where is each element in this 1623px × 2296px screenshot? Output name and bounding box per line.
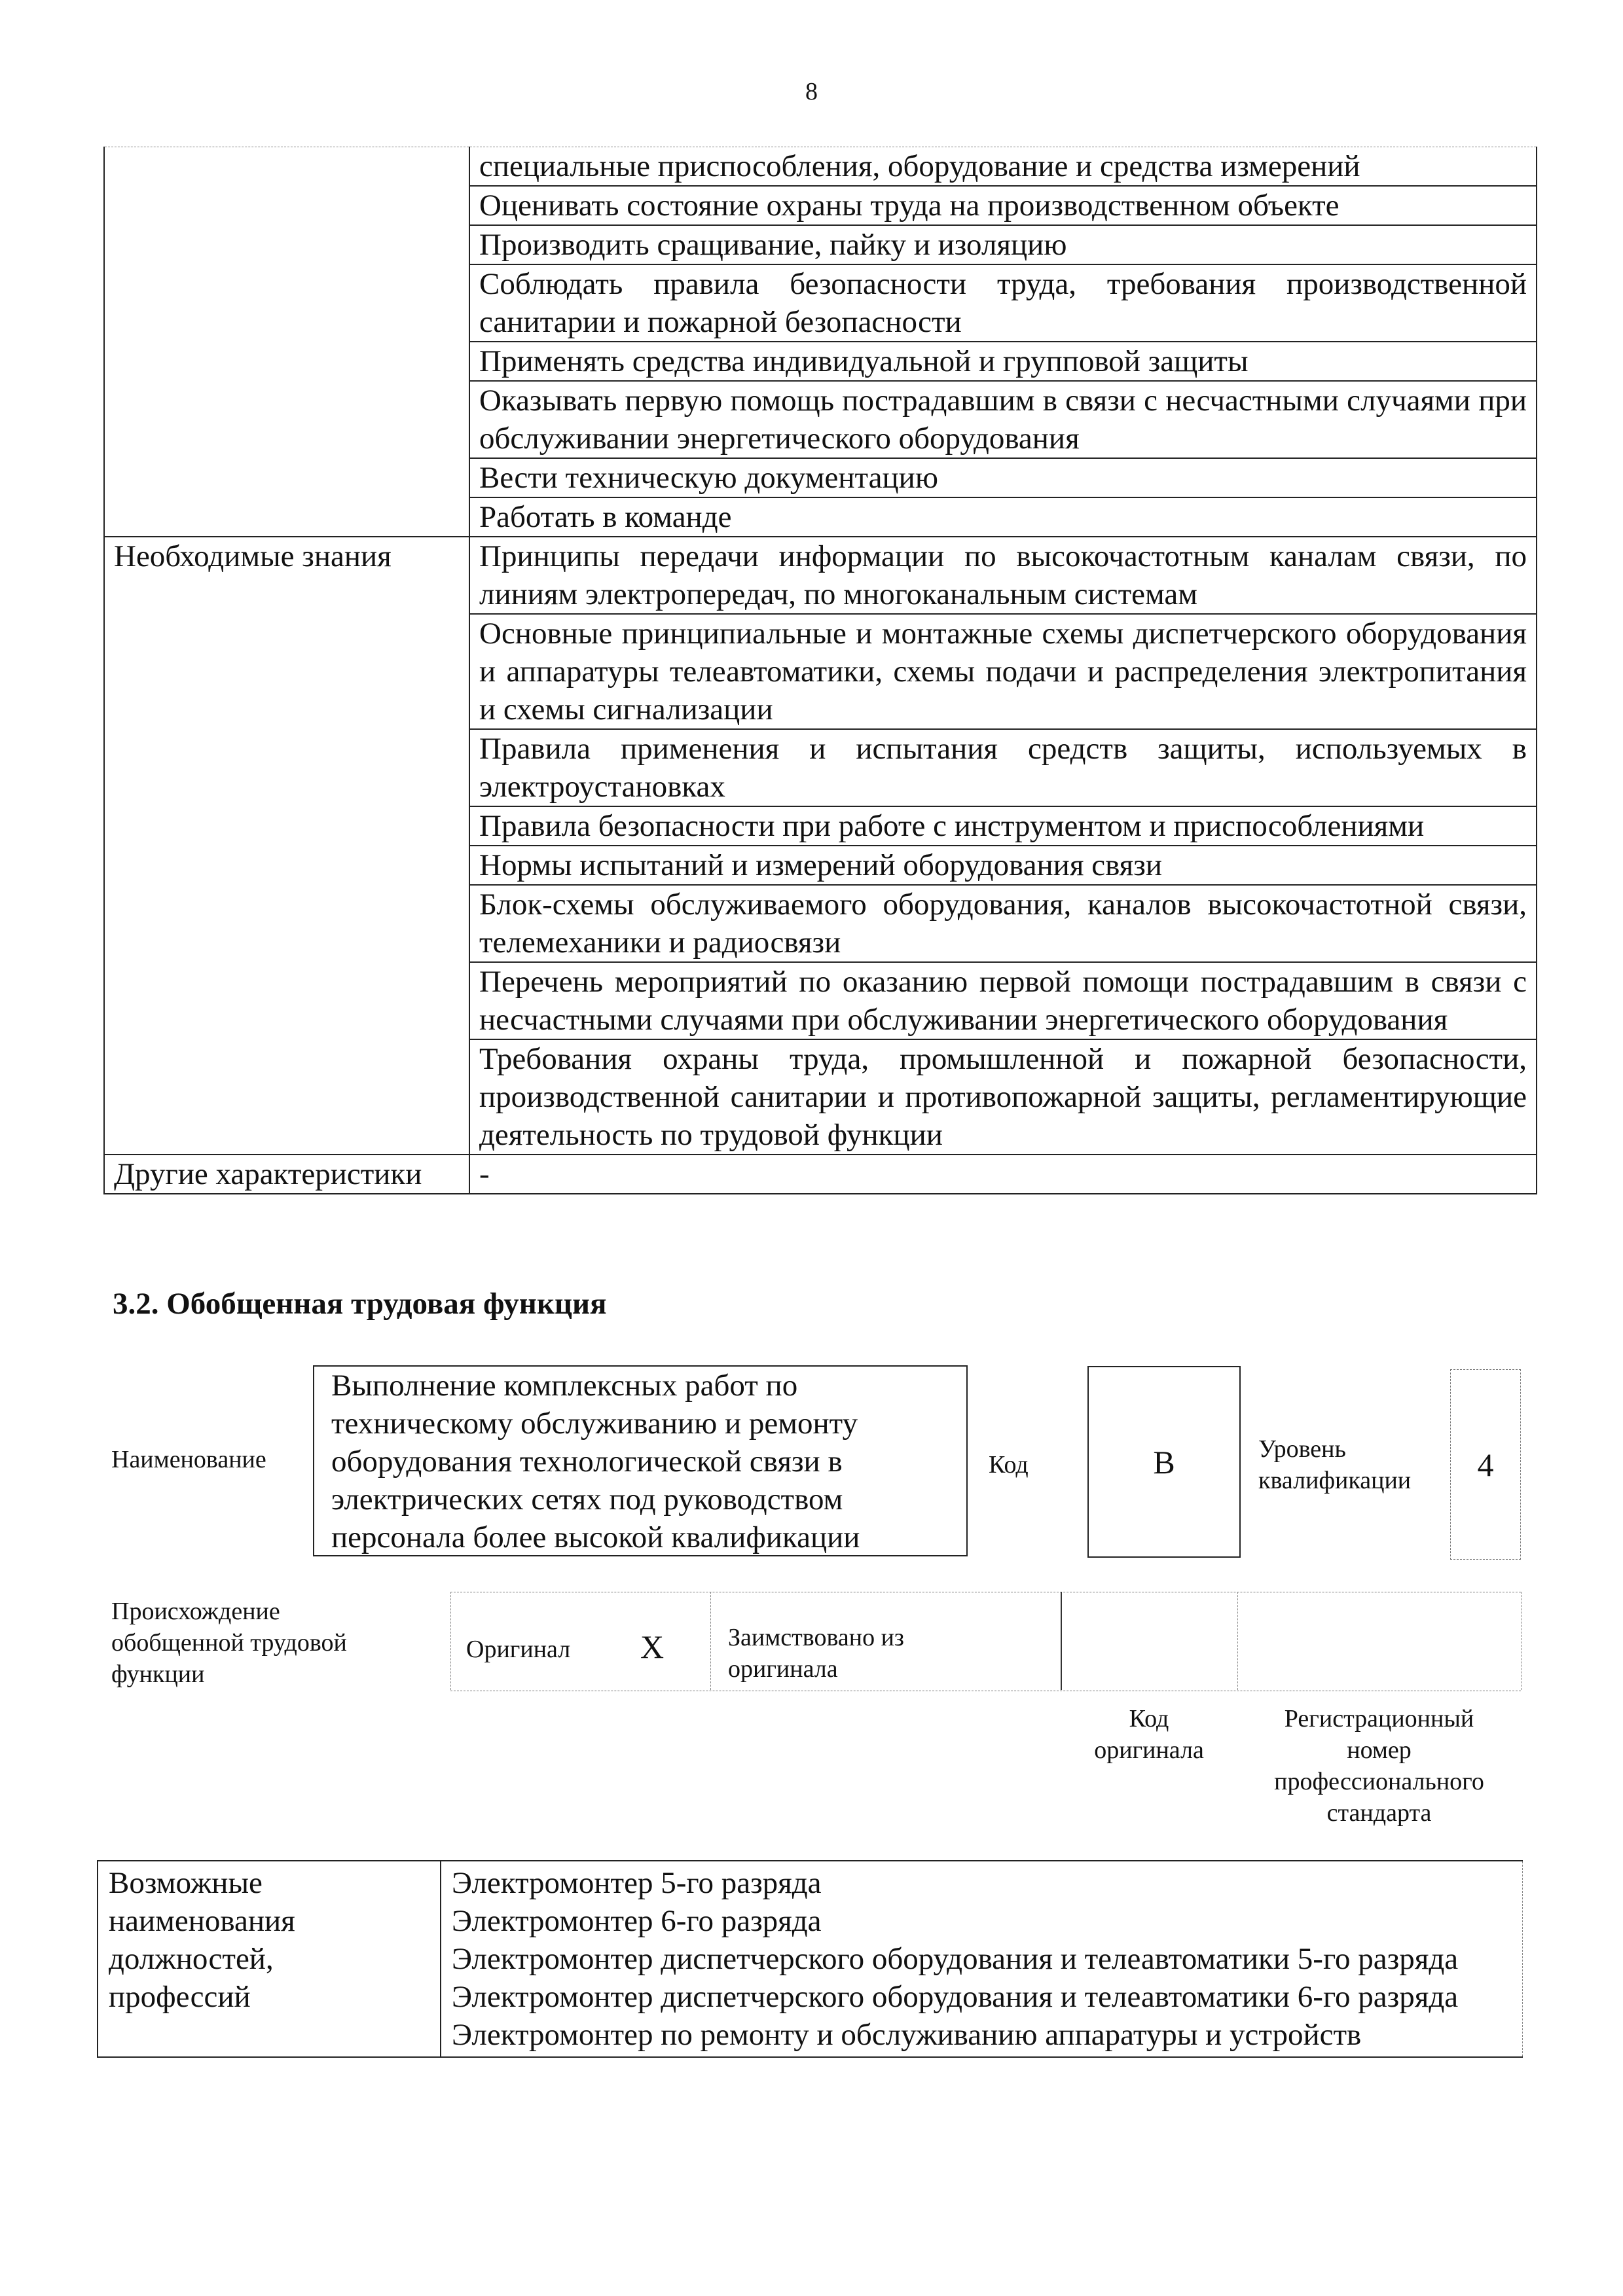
skill-item: Работать в команде: [469, 497, 1537, 537]
origin-label: Происхождение обобщенной трудовой функции: [111, 1598, 347, 1688]
empty-label-cell: [104, 147, 469, 187]
positions-label: Возможные наименования должностей, профессий: [98, 1861, 441, 2057]
table-row: [104, 537, 1537, 614]
skill-item: Применять средства индивидуальной и групповой защиты: [469, 342, 1537, 381]
borrowed-label: Заимствовано из оригинала: [728, 1624, 904, 1683]
knowledge-item: Правила применения и испытания средств защиты, используемых в электроустановках: [469, 729, 1537, 806]
skill-item: Производить сращивание, пайку и изоляцию: [469, 225, 1537, 264]
table-row: [104, 381, 1537, 458]
positions-table: [97, 1860, 1523, 2058]
function-name-box: [313, 1365, 968, 1556]
position-item: Электромонтер 5-го разряда: [452, 1866, 822, 1900]
skills-knowledge-table: [103, 147, 1537, 1194]
origin-row: [450, 1592, 1521, 1691]
knowledge-label: Необходимые знания: [104, 537, 469, 1155]
table-row: [104, 497, 1537, 537]
code-box: [1087, 1366, 1241, 1558]
position-item: Электромонтер диспетчерского оборудования и телеавтоматики 6-го разряда: [452, 1980, 1459, 2014]
table-row: [104, 342, 1537, 381]
table-row: [104, 147, 1537, 187]
table-row: [104, 458, 1537, 497]
table-row: [104, 1155, 1537, 1194]
registration-number-caption: Регистрационный номер профессионального стандарта: [1274, 1705, 1484, 1827]
code-value: B: [1153, 1443, 1175, 1480]
qualification-level-box: [1450, 1369, 1521, 1560]
other-characteristics-label: Другие характеристики: [104, 1155, 469, 1194]
skill-item: специальные приспособления, оборудование и средства измерений: [469, 147, 1537, 187]
skill-item: Оценивать состояние охраны труда на производственном объекте: [469, 186, 1537, 225]
qualification-level-label: Уровень квалификации: [1258, 1435, 1412, 1494]
code-label: Код: [989, 1451, 1029, 1479]
table-row: [98, 1861, 1523, 2057]
other-characteristics-value: -: [469, 1155, 1537, 1194]
table-row: [104, 225, 1537, 264]
knowledge-item: Требования охраны труда, промышленной и пожарной безопасности, производственной санитарии и противопожарной защиты, регламентирующие деятельность по трудовой функции: [469, 1039, 1537, 1155]
original-mark: X: [640, 1628, 665, 1665]
original-code-caption: Код оригинала: [1094, 1705, 1204, 1764]
knowledge-item: Блок-схемы обслуживаемого оборудования, каналов высокочастотной связи, телемеханики и радиосвязи: [469, 885, 1537, 962]
section-title: 3.2. Обобщенная трудовая функция: [113, 1287, 607, 1321]
position-item: Электромонтер 6-го разряда: [452, 1904, 822, 1938]
knowledge-item: Основные принципиальные и монтажные схемы диспетчерского оборудования и аппаратуры телеавтоматики, схемы подачи и распределения электропитания и схемы сигнализации: [469, 614, 1537, 729]
function-name-line: техническому обслуживанию и ремонту: [331, 1407, 858, 1441]
function-name-line: Выполнение комплексных работ по: [331, 1369, 798, 1403]
function-name-line: персонала более высокой квалификации: [331, 1520, 860, 1554]
knowledge-item: Перечень мероприятий по оказанию первой помощи пострадавшим в связи с несчастными случаями при обслуживании энергетического оборудования: [469, 962, 1537, 1039]
name-label: Наименование: [111, 1446, 266, 1473]
function-name-line: оборудования технологической связи в: [331, 1444, 843, 1479]
positions-list: [441, 1861, 1523, 2057]
divider: [1061, 1592, 1062, 1690]
divider: [450, 1592, 451, 1690]
position-item: Электромонтер по ремонту и обслуживанию аппаратуры и устройств: [452, 2018, 1362, 2052]
skill-item: Вести техническую документацию: [469, 458, 1537, 497]
knowledge-item: Нормы испытаний и измерений оборудования связи: [469, 846, 1537, 885]
original-label: Оригинал: [466, 1636, 571, 1663]
divider: [1521, 1592, 1522, 1690]
divider: [710, 1592, 711, 1690]
function-name-line: электрических сетях под руководством: [331, 1482, 843, 1516]
divider: [1237, 1592, 1238, 1690]
skill-item: Оказывать первую помощь пострадавшим в связи с несчастными случаями при обслуживании энергетического оборудования: [469, 381, 1537, 458]
page-number: 8: [805, 78, 818, 105]
position-item: Электромонтер диспетчерского оборудования и телеавтоматики 5-го разряда: [452, 1942, 1459, 1976]
table-row: [104, 264, 1537, 342]
skill-item: Соблюдать правила безопасности труда, требования производственной санитарии и пожарной безопасности: [469, 264, 1537, 342]
qualification-level-value: 4: [1477, 1446, 1494, 1483]
knowledge-item: Принципы передачи информации по высокочастотным каналам связи, по линиям электропередач, по многоканальным системам: [469, 537, 1537, 614]
table-row: [104, 186, 1537, 225]
knowledge-item: Правила безопасности при работе с инструментом и приспособлениями: [469, 806, 1537, 846]
